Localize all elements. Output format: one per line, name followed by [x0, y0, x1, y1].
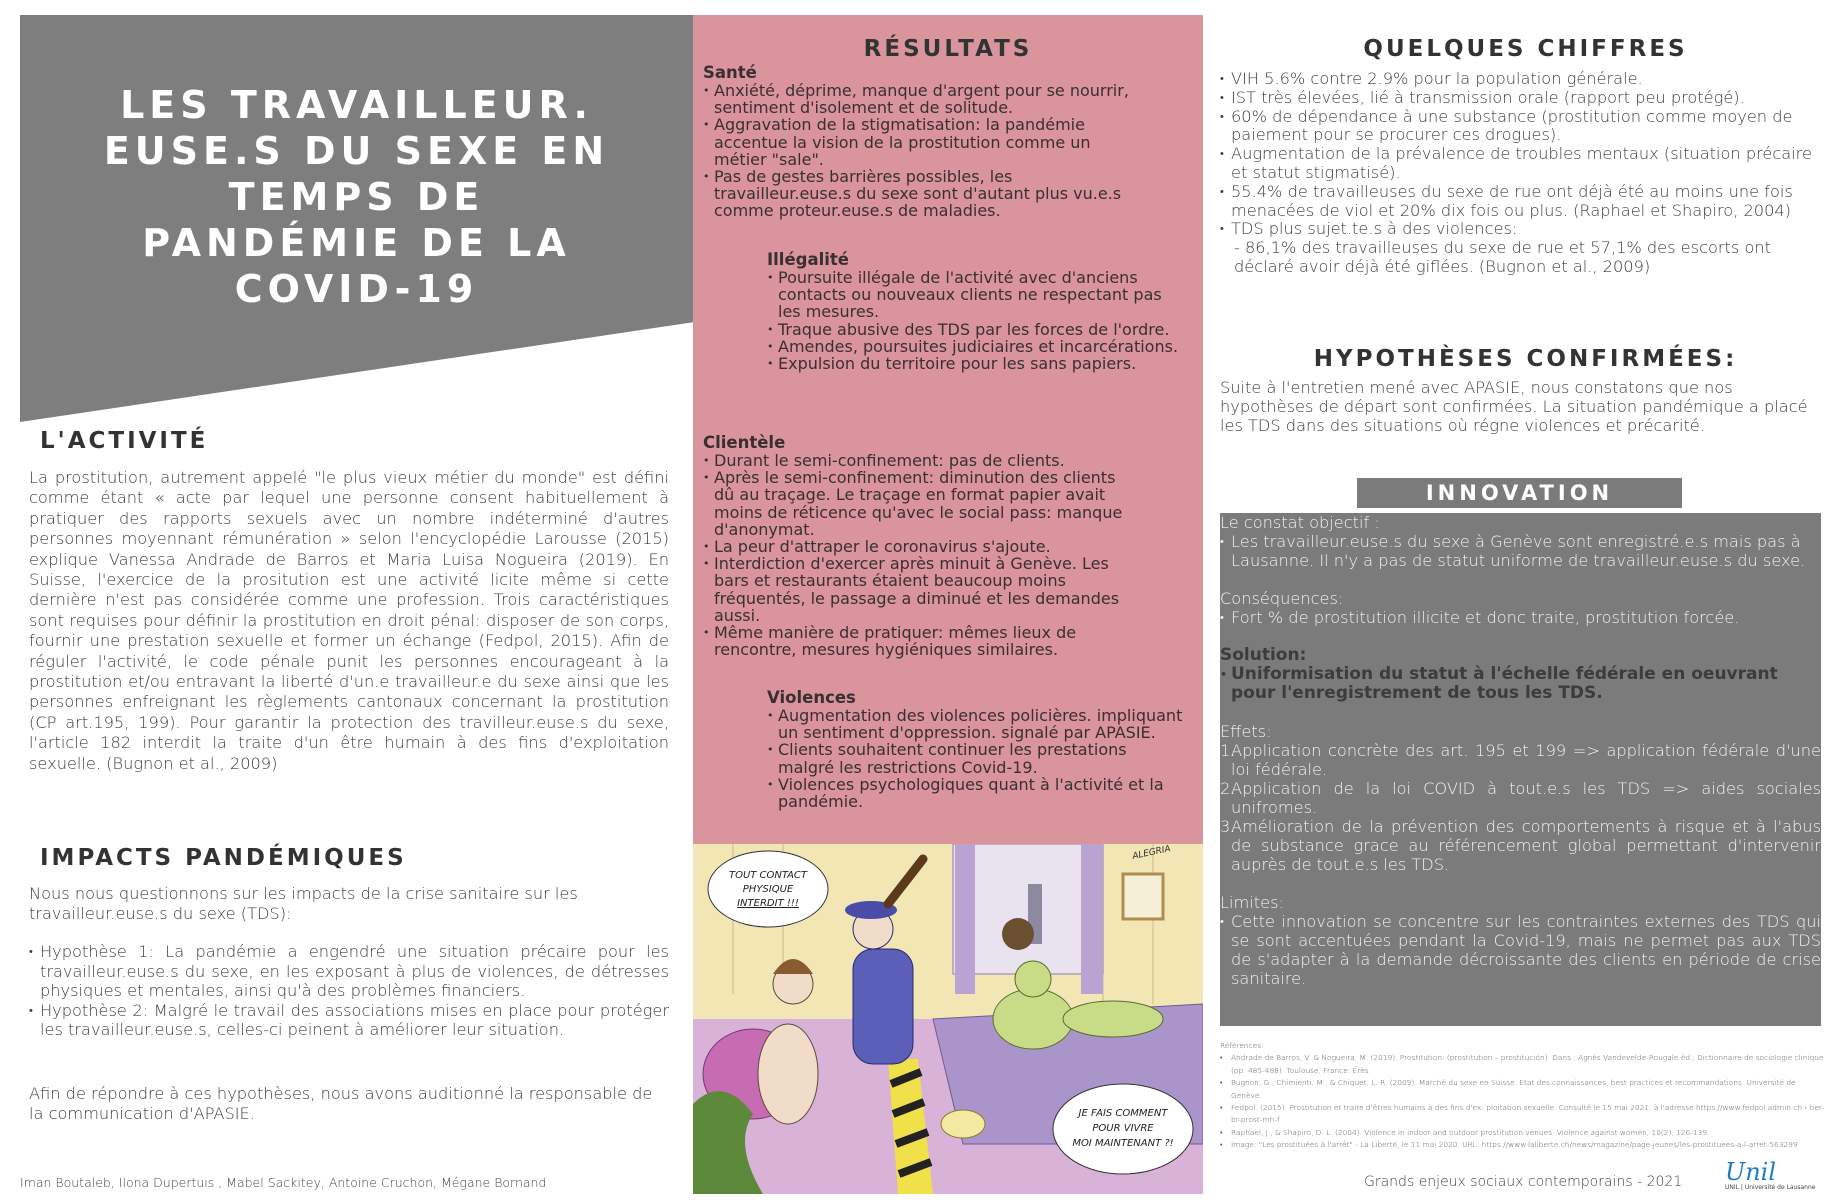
sante-heading: Santé	[703, 63, 757, 82]
limite-item: • Cette innovation se concentre sur les contraintes externes des TDS qui se sont accentuées pendant la Covid-19, mais ne permet pas aux TDS de s'adapter à la demande décroissante des clients en période de crise sanitaire.	[1220, 912, 1821, 988]
hypothesis-item: • Hypothèse 1: La pandémie a engendré une situation précaire pour les travailleur.euse.s du sexe, en les exposant à plus de violences, de détresses physiques et mentales, ainsi qu'à des problèmes financiers.	[29, 942, 669, 1001]
violences-heading: Violences	[767, 688, 856, 707]
activite-heading: L'ACTIVITÉ	[40, 428, 209, 454]
activite-body: La prostitution, autrement appelé "le plus vieux métier du monde" est défini comme étant « acte par lequel une personne consent habituellement à pratiquer des rapports sexuels avec un nombre indéterminé d'autres personnes moyennant rémunération » selon l'encyclopédie Larousse (2015) explique Vanessa Andrade de Barros et Maria Luisa Nogueira (2019). En Suisse, l'exercice de la prositution est une activité licite même si cette dernière n'est pas considérée comme une profession. Trois caractéristiques sont requises pour définir la prostitution en droit pénal: disposer de son corps, fournir une prestation sexuelle et former un échange (Fedpol, 2015). Afin de réguler l'activité, le code pénale punit les personnes encourageant à la prostitution et/ou entravant la liberté d'un.e travailleur.e du sexe ainsi que les personnes enfreignant les règlements cantonaux concernant la prostitution (CP art.195, 199). Pour garantir la protection des travilleur.euse.s du sexe, l'article 182 interdit la traite d'un être humain à des fins d'exploitation sexuelle. (Bugnon et al., 2009)	[29, 468, 669, 773]
innovation-panel	[1220, 513, 1821, 1026]
violences-item: • Augmentation des violences policières. impliquant un sentiment d'oppression. signalé par APASIE.	[767, 707, 1187, 741]
impacts-intro: Nous nous questionnons sur les impacts de la crise sanitaire sur les travailleur.euse.s du sexe (TDS):	[29, 884, 578, 923]
comic-scene	[693, 844, 1203, 1194]
woman-head	[1015, 961, 1051, 997]
title-line: EUSE.S DU SEXE EN	[103, 129, 610, 173]
clientele-heading: Clientèle	[703, 433, 786, 452]
clientele-item: • Même manière de pratiquer: mêmes lieux de rencontre, mesures hygiéniques similaires.	[703, 624, 1138, 658]
hypotheses-confirmees-body: Suite à l'entretien mené avec APASIE, nous constatons que nos hypothèses de départ sont confirmées. La situation pandémique a placé les TDS dans des situations où régne violences et précarité.	[1220, 378, 1808, 435]
title-line: PANDÉMIE DE LA	[142, 221, 571, 265]
bubble-2-line: MOI MAINTENANT ?!	[1072, 1138, 1174, 1149]
chiffres-section	[1220, 70, 1825, 277]
illegalite-item: • Amendes, poursuites judiciaires et incarcérations.	[767, 338, 1187, 355]
chiffre-item: • 55.4% de travailleuses du sexe de rue ont déjà été au moins une fois menacées de viol et 20% dix fois ou plus. (Raphael et Shapiro, 2004)	[1220, 183, 1825, 221]
poster-title	[20, 82, 693, 312]
effet-number: 1.	[1220, 741, 1236, 760]
title-line: TEMPS DE	[228, 175, 485, 219]
solution-label: Solution:	[1220, 645, 1307, 665]
reference-item: • Andrade de Barros, V. & Nogueira, M. (2019). Prostitution: (prostitution – prostitución). Dans : Agnès Vandevelde-Rougale éd., Dictionnaire de sociologie clinique (pp. 485-488). Toulouse, France: Érès.	[1220, 1052, 1825, 1077]
unil-logo-script: Unil	[1725, 1158, 1777, 1186]
picture-frame	[1123, 874, 1163, 919]
innovation-heading: INNOVATION	[1357, 478, 1682, 508]
sante-item: • Pas de gestes barrières possibles, les travailleur.euse.s du sexe sont d'autant plus vu.e.s comme proteur.euse.s de maladies.	[703, 168, 1138, 220]
chiffre-item: • TDS plus sujet.te.s à des violences:	[1220, 220, 1825, 239]
effet-item	[1220, 779, 1821, 817]
reference-item: • Bugnon, G., Chimienti, M., & Chiquet, L. R. (2009). Marché du sexe en Suisse. Etat des connaissances, best practices et recommandations. Université de Genève.	[1220, 1077, 1825, 1102]
curtain-left	[955, 844, 975, 994]
chiffre-item: • VIH 5.6% contre 2.9% pour la population générale.	[1220, 70, 1825, 89]
effet-item	[1220, 817, 1821, 874]
impacts-heading: IMPACTS PANDÉMIQUES	[40, 845, 407, 871]
consequence-item: • Fort % de prostitution illicite et donc traite, prostitution forcée.	[1220, 608, 1821, 627]
authors: Iman Boutaleb, Ilona Dupertuis , Mabel Sackitey, Antoine Cruchon, Mégane Bornand	[20, 1175, 547, 1190]
solution-item: • Uniformisation du statut à l'échelle fédérale en oeuvrant pour l'enregistrement de tous les TDS.	[1220, 665, 1821, 703]
curtain-right	[1081, 844, 1103, 994]
violences-item: • Clients souhaitent continuer les prestations malgré les restrictions Covid-19.	[767, 741, 1187, 775]
clientele-item: • Interdiction d'exercer après minuit à Genève. Les bars et restaurants étaient beaucoup moins fréquentés, le passage a diminué et les demandes aussi.	[703, 555, 1138, 624]
clientele-item: • Après le semi-confinement: diminution des clients dû au traçage. Le traçage en format papier avait moins de réticence qu'avec le social pass: manque d'anonymat.	[703, 469, 1138, 538]
references-label: Références:	[1220, 1041, 1264, 1050]
effet-item	[1220, 741, 1821, 779]
sante-item: • Aggravation de la stigmatisation: la pandémie accentue la vision de la prostitution comme un métier "sale".	[703, 116, 1138, 168]
bubble-2-line: JE FAIS COMMENT	[1078, 1108, 1168, 1119]
bubble-1-line: TOUT CONTACT	[728, 870, 808, 881]
hypotheses-confirmees-heading: HYPOTHÈSES CONFIRMÉES:	[1313, 346, 1738, 372]
impacts-outro: Afin de répondre à ces hypothèses, nous avons auditionné la responsable de la communication d'APASIE.	[29, 1084, 653, 1123]
effet-text: Application de la loi COVID à tout.e.s les TDS => aides sociales unifromes.	[1231, 779, 1821, 817]
violences-item: • Violences psychologiques quant à l'activité et la pandémie.	[767, 776, 1187, 810]
bubble-1-line: PHYSIQUE	[742, 884, 794, 895]
chiffre-item: • IST très élevées, lié à transmission orale (rapport peu protégé).	[1220, 89, 1825, 108]
chiffres-heading: QUELQUES CHIFFRES	[1363, 36, 1688, 62]
illegalite-item: • Expulsion du territoire pour les sans papiers.	[767, 355, 1187, 372]
reference-item: • Fedpol. (2015). Prostitution et traite d'êtres humains à des fins d'ex- ploitation sexuelle. Consulté le 15 mai 2021, à l'adresse https://www.fedpol.admin.ch › ber-br-prost-mh-f	[1220, 1102, 1825, 1127]
results-heading: RÉSULTATS	[863, 36, 1033, 62]
results-illegalite	[767, 251, 1187, 372]
results-sante	[703, 64, 1138, 220]
title-line: COVID-19	[234, 267, 479, 311]
woman-hair	[1002, 918, 1034, 950]
illegalite-item: • Poursuite illégale de l'activité avec d'anciens contacts ou nouveaux clients ne respectant pas les mesures.	[767, 269, 1187, 321]
clientele-item: • La peur d'attraper le coronavirus s'ajoute.	[703, 538, 1138, 555]
bubble-1-line: INTERDIT !!!	[737, 898, 799, 909]
woman-hazmat-suit	[993, 989, 1073, 1049]
constat-item: • Les travailleur.euse.s du sexe à Genève sont enregistré.e.s mais pas à Lausanne. Il n'y a pas de statut uniforme de travailleur.euse.s du sexe.	[1220, 532, 1821, 570]
bubble-2-line: POUR VIVRE	[1092, 1123, 1154, 1134]
reference-item: • Image: "Les prostituées à l'arrêt" - La Liberté, le 11 mai 2020. URL: https://www.laliberte.ch/news/magazine/page-jeunes/les-prostituees-a-l-arret-563299	[1220, 1139, 1825, 1151]
man-figure	[758, 1024, 818, 1124]
artist-signature: ALEGRIA	[1131, 844, 1172, 862]
constat-label: Le constat objectif :	[1220, 513, 1380, 532]
effet-number: 2.	[1220, 779, 1236, 798]
clientele-item: • Durant le semi-confinement: pas de clients.	[703, 452, 1138, 469]
illegalite-heading: Illégalité	[767, 250, 849, 269]
limites-label: Limites:	[1220, 893, 1284, 912]
effet-number: 3.	[1220, 817, 1236, 836]
chiffre-item: • 60% de dépendance à une substance (prostitution comme moyen de paiement pour se procurer ces drogues).	[1220, 108, 1825, 146]
title-line: LES TRAVAILLEUR.	[120, 83, 593, 127]
unil-logo	[1725, 1160, 1825, 1196]
comic-illustration	[693, 844, 1203, 1194]
hypotheses-list	[29, 942, 669, 1040]
unil-logo-subtitle: UNIL | Université de Lausanne	[1725, 1184, 1816, 1191]
effets-label: Effets:	[1220, 722, 1272, 741]
consequences-label: Conséquences:	[1220, 589, 1344, 608]
references	[1220, 1040, 1825, 1152]
broken-piggy-bank	[941, 1110, 985, 1138]
results-violences	[767, 689, 1187, 810]
reference-item: • Raphael, J., & Shapiro, D. L. (2004). Violence in indoor and outdoor prostitution venues. Violence against women, 10(2), 126-139.	[1220, 1127, 1825, 1139]
woman-legs	[1063, 1001, 1163, 1037]
effet-text: Application concrète des art. 195 et 199 => application fédérale d'une loi fédérale.	[1231, 741, 1821, 779]
hypothesis-item: • Hypothèse 2: Malgré le travail des associations mises en place pour protéger les travailleur.euse.s, celles-ci peinent à améliorer leur situation.	[29, 1001, 669, 1040]
sante-item: • Anxiété, déprime, manque d'argent pour se nourrir, sentiment d'isolement et de solitude.	[703, 82, 1138, 116]
course-title: Grands enjeux sociaux contemporains - 2021	[1364, 1174, 1683, 1190]
results-clientele	[703, 434, 1138, 658]
effet-text: Amélioration de la prévention des comportements à risque et à l'abus de substance grace au référencement global permettant d'intervenir auprès de tout.e.s les TDS.	[1231, 817, 1821, 874]
illegalite-item: • Traque abusive des TDS par les forces de l'ordre.	[767, 321, 1187, 338]
chiffre-item: • Augmentation de la prévalence de troubles mentaux (situation précaire et statut stigmatisé).	[1220, 145, 1825, 183]
police-officer	[853, 949, 913, 1064]
chiffre-sub-item: - 86,1% des travailleuses du sexe de rue et 57,1% des escorts ont déclaré avoir déjà été giflées. (Bugnon et al., 2009)	[1234, 238, 1771, 276]
